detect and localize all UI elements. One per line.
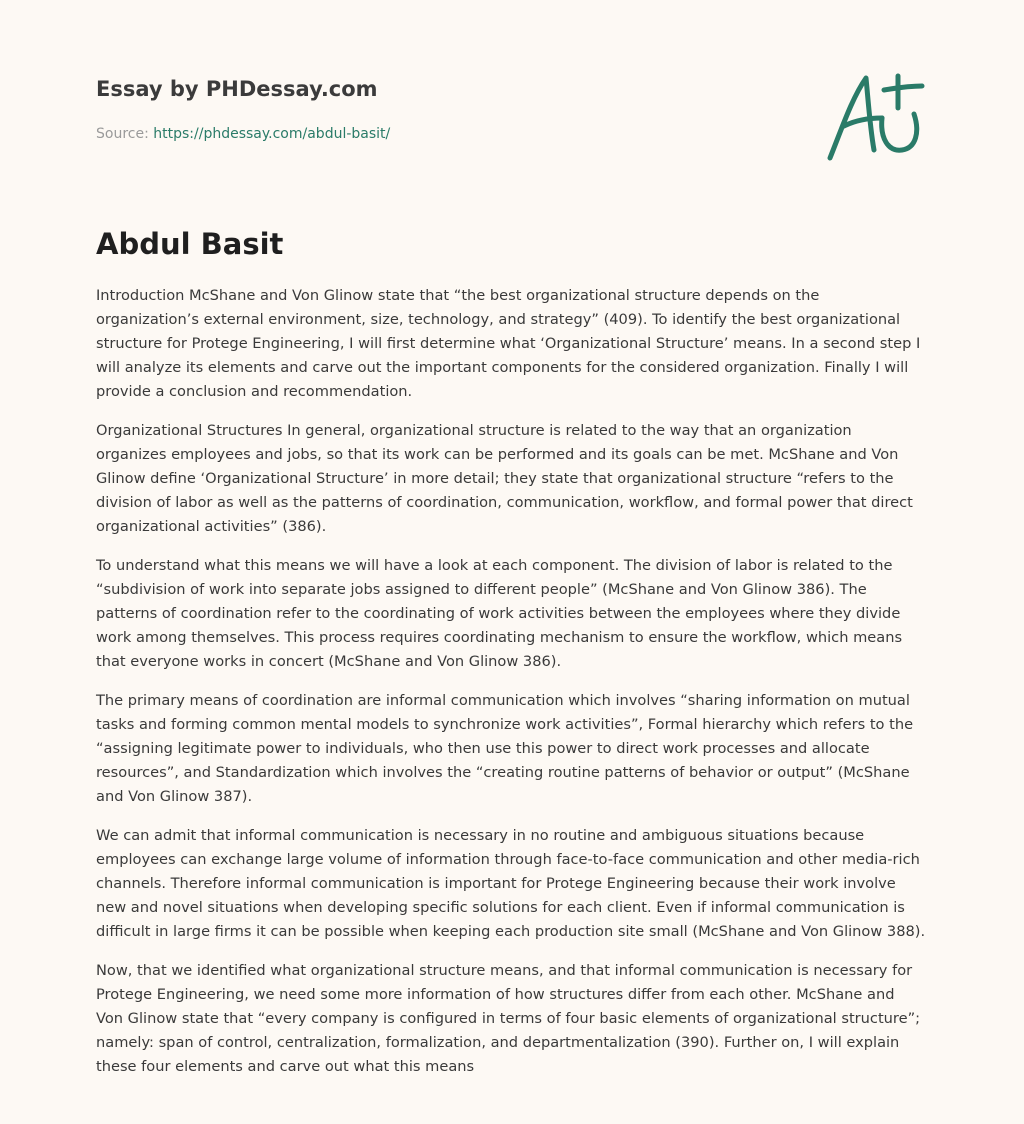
essay-paragraph: To understand what this means we will have a look at each component. The division of labor is related to the “subdivision of work into separate jobs assigned to different people” (McShane and Von Glinow 386). The patterns of coordination refer to the coordinating of work activities between the employees where they divide work among themselves. This process requires coordinating mechanism to ensure the workflow, which means that everyone works in concert (McShane and Von Glinow 386). bbox=[96, 557, 903, 670]
essay-title: Abdul Basit bbox=[96, 227, 284, 261]
essay-paragraph: We can admit that informal communication is necessary in no routine and ambiguous situations because employees can exchange large volume of information through face-to-face communication and other media-rich channels. Therefore informal communication is important for Protege Engineering because their work involve new and novel situations when developing specific solutions for each client. Even if informal communication is difficult in large firms it can be possible when keeping each production site small (McShane and Von Glinow 388). bbox=[96, 827, 926, 940]
essay-body bbox=[96, 284, 926, 1094]
source-line bbox=[96, 124, 656, 144]
essay-paragraph: Now, that we identified what organizational structure means, and that informal communication is necessary for Protege Engineering, we need some more information of how structures differ from each other. McShane and Von Glinow state that “every company is configured in terms of four basic elements of organizational structure”; namely: span of control, centralization, formalization, and departmentalization (390). Further on, I will explain these four elements and carve out what this means bbox=[96, 962, 921, 1075]
essay-paragraph: Introduction McShane and Von Glinow state that “the best organizational structure depends on the organization’s external environment, size, technology, and strategy” (409). To identify the best organizational structure for Protege Engineering, I will first determine what ‘Organizational Structure’ means. In a second step I will analyze its elements and carve out the important components for the considered organization. Finally I will provide a conclusion and recommendation. bbox=[96, 287, 921, 400]
source-link[interactable]: https://phdessay.com/abdul-basit/ bbox=[153, 126, 391, 142]
essay-paragraph: Organizational Structures In general, organizational structure is related to the way that an organization organizes employees and jobs, so that its work can be performed and its goals can be met. McShane and Von Glinow define ‘Organizational Structure’ in more detail; they state that organizational structure “refers to the division of labor as well as the patterns of coordination, communication, workflow, and formal power that direct organizational activities” (386). bbox=[96, 422, 913, 535]
a-plus-logo-icon bbox=[822, 68, 926, 166]
site-brand: Essay by PHDessay.com bbox=[96, 77, 378, 101]
essay-paragraph: The primary means of coordination are informal communication which involves “sharing information on mutual tasks and forming common mental models to synchronize work activities”, Formal hierarchy which refers to the “assigning legitimate power to individuals, who then use this power to direct work processes and allocate resources”, and Standardization which involves the “creating routine patterns of behavior or output” (McShane and Von Glinow 387). bbox=[96, 692, 914, 805]
source-label: Source: bbox=[96, 126, 149, 142]
header bbox=[96, 74, 656, 144]
